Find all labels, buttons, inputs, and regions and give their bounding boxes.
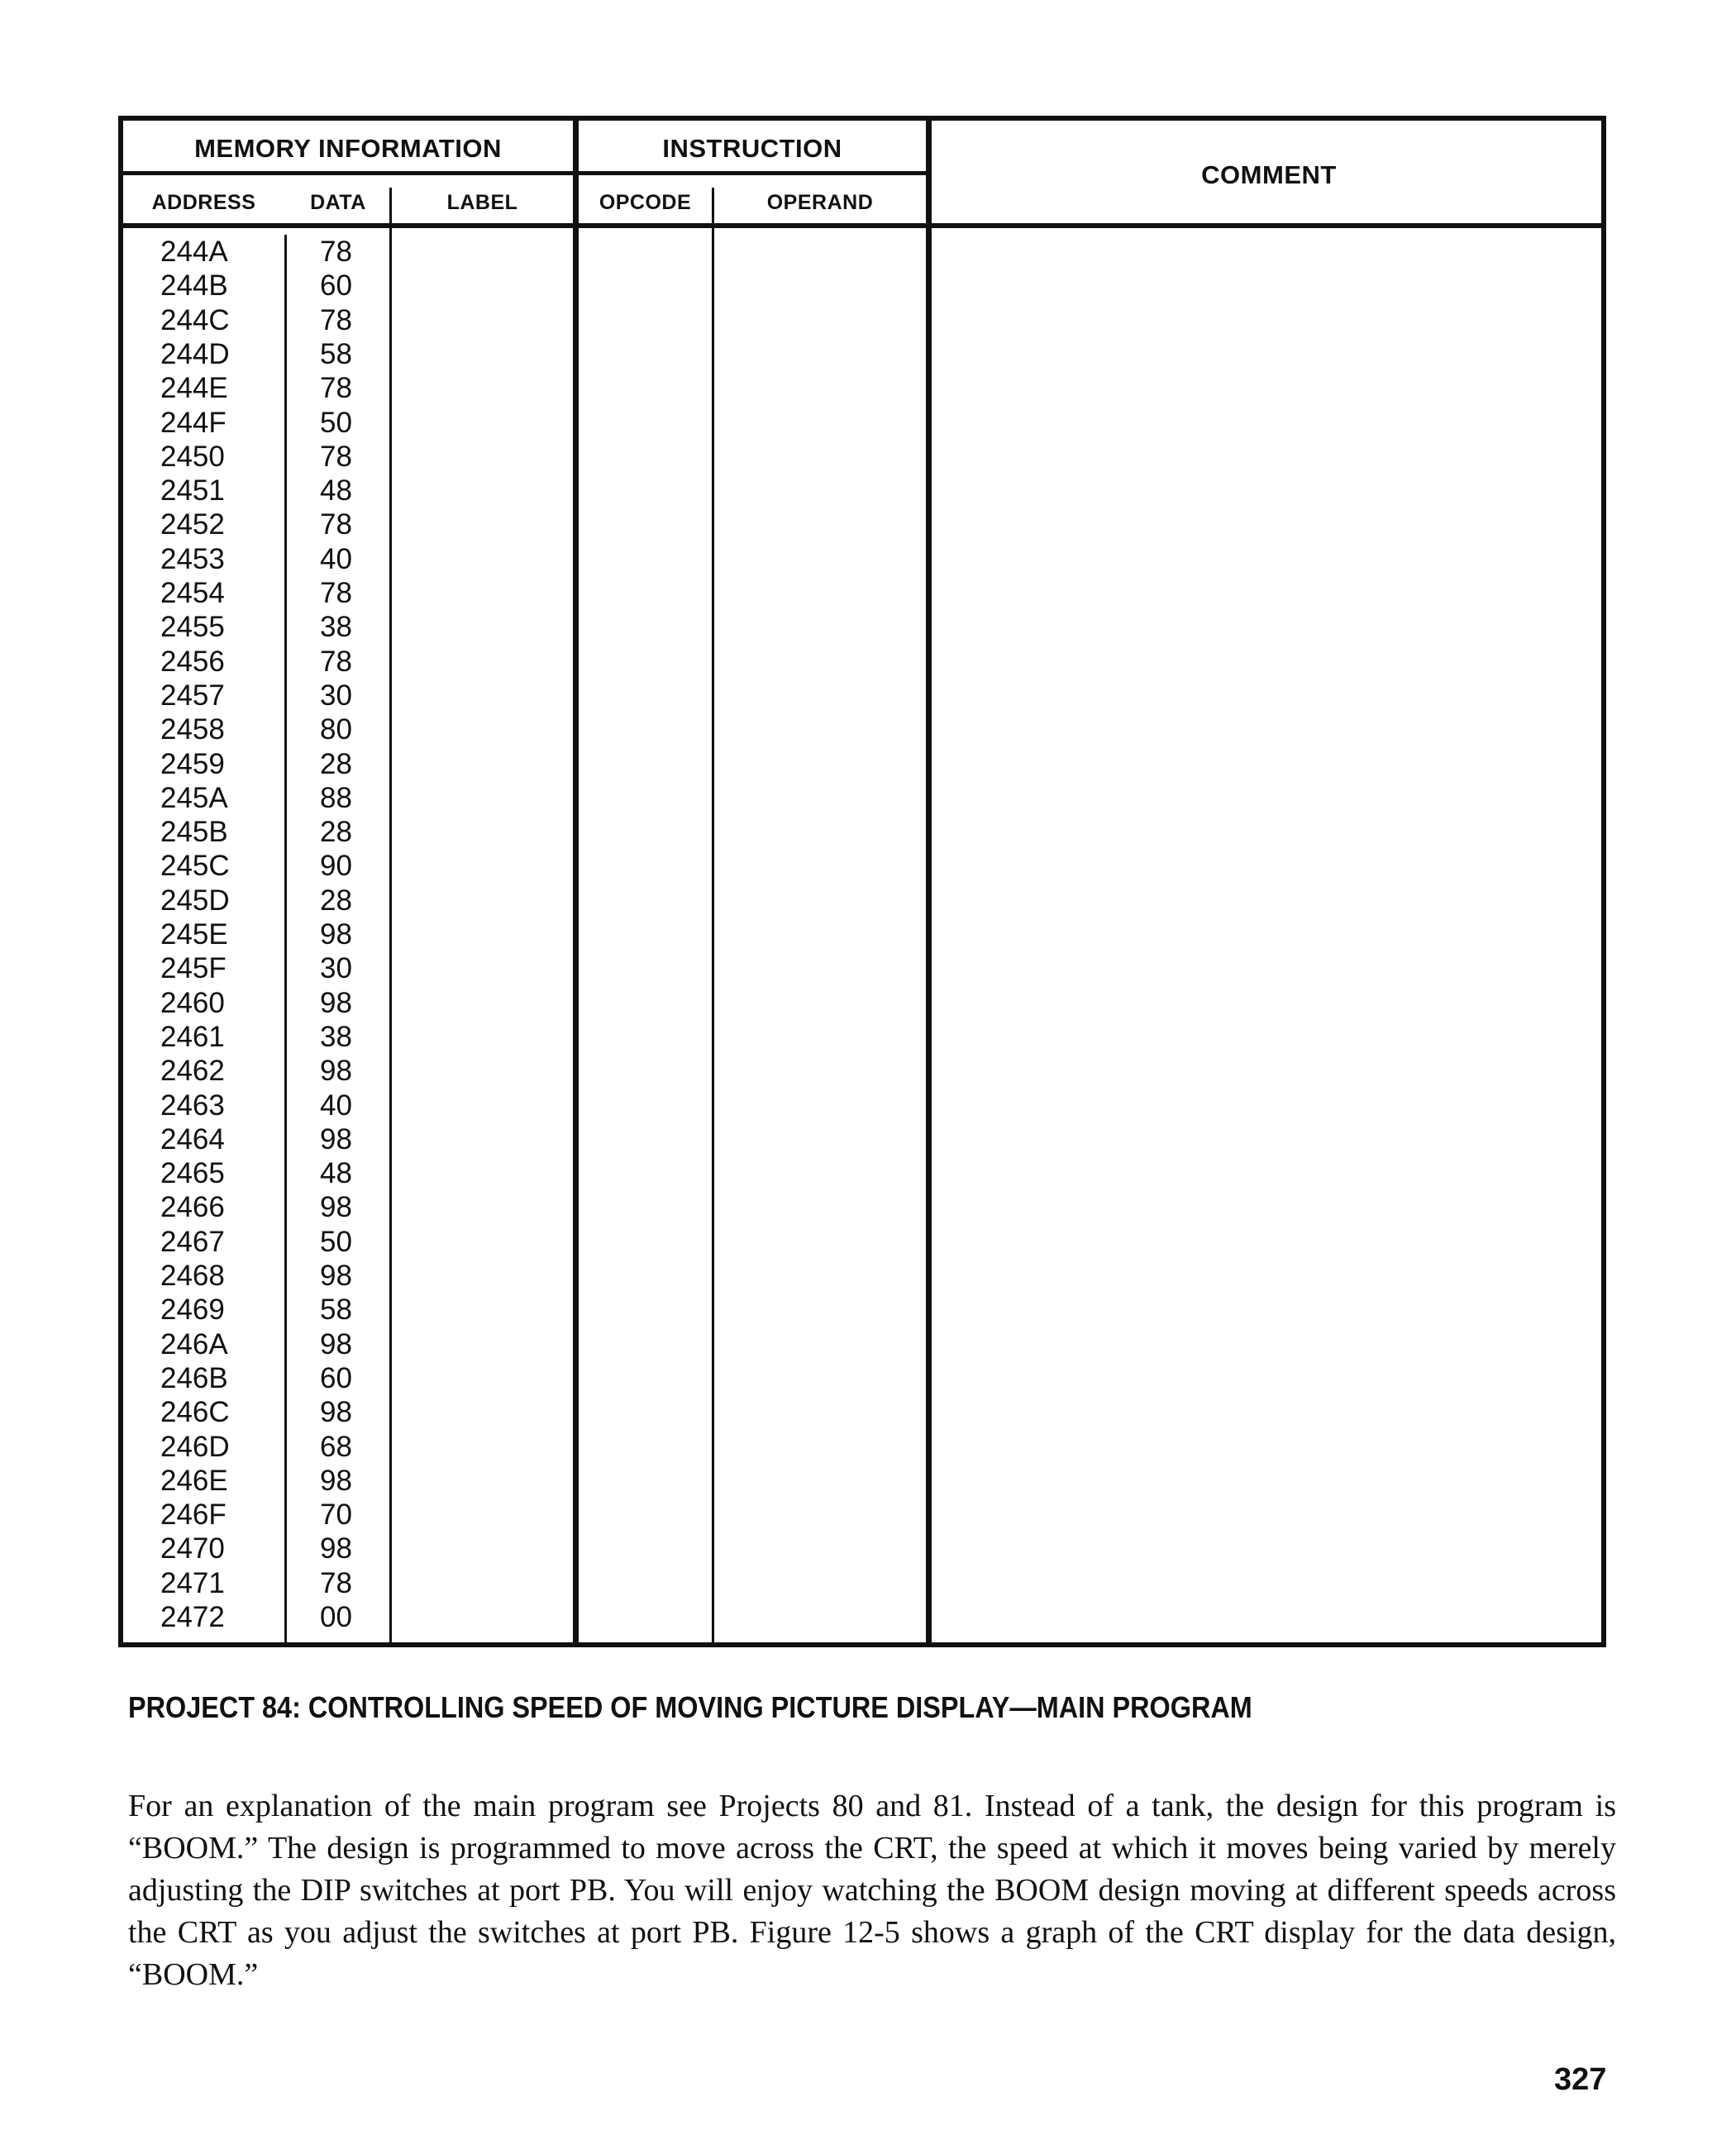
table-row xyxy=(123,712,1601,746)
data-cell: 98 xyxy=(320,1532,352,1565)
data-cell: 78 xyxy=(320,440,352,473)
instruction-header: INSTRUCTION xyxy=(662,134,842,163)
table-row xyxy=(123,1327,1601,1361)
table-row xyxy=(123,1464,1601,1498)
table-row xyxy=(123,747,1601,781)
table-row xyxy=(123,542,1601,576)
table-row xyxy=(123,1089,1601,1122)
table-row xyxy=(123,1122,1601,1156)
body-paragraph: For an explanation of the main program see Projects 80 and 81. Instead of a tank, the design for this program is “BOOM.” The design is programmed to move across the CRT, the speed at which it moves being varied by merely adjusting the DIP switches at port PB. You will enjoy watching the BOOM design moving at different speeds across the CRT as you adjust the switches at port PB. Figure 12-5 shows a graph of the CRT display for the data design, “BOOM.” xyxy=(128,1789,1616,1992)
table-row xyxy=(123,1361,1601,1395)
address-cell: 245D xyxy=(160,884,230,917)
table-row xyxy=(123,917,1601,951)
table-row xyxy=(123,815,1601,849)
data-cell: 28 xyxy=(320,816,352,849)
address-cell: 246D xyxy=(160,1430,230,1463)
address-cell: 244B xyxy=(160,269,228,303)
data-column-header: DATA xyxy=(310,191,366,214)
data-cell: 58 xyxy=(320,337,352,370)
data-cell: 98 xyxy=(320,1464,352,1497)
data-cell: 78 xyxy=(320,372,352,405)
data-cell: 78 xyxy=(320,1566,352,1599)
address-column-header: ADDRESS xyxy=(151,191,256,214)
data-cell: 00 xyxy=(320,1601,352,1633)
table-row xyxy=(123,951,1601,985)
address-cell: 2471 xyxy=(160,1566,225,1599)
table-row xyxy=(123,679,1601,712)
table-row xyxy=(123,1054,1601,1088)
data-cell: 40 xyxy=(320,1089,352,1122)
data-cell: 30 xyxy=(320,679,352,712)
memory-information-header: MEMORY INFORMATION xyxy=(194,134,502,163)
program-listing-table xyxy=(118,116,1606,1647)
data-cell: 58 xyxy=(320,1294,352,1327)
table-row xyxy=(123,645,1601,679)
data-cell: 98 xyxy=(320,1260,352,1292)
address-cell: 2454 xyxy=(160,577,225,609)
address-cell: 245F xyxy=(160,952,227,985)
operand-column-header: OPERAND xyxy=(766,191,874,214)
table-row xyxy=(123,474,1601,507)
address-cell: 2457 xyxy=(160,679,225,712)
divider-group-header xyxy=(123,171,929,175)
table-row xyxy=(123,1566,1601,1600)
data-cell: 98 xyxy=(320,1396,352,1429)
data-cell: 98 xyxy=(320,918,352,951)
data-cell: 38 xyxy=(320,611,352,644)
address-cell: 244D xyxy=(160,337,230,370)
data-cell: 98 xyxy=(320,1122,352,1156)
address-cell: 2455 xyxy=(160,611,225,644)
address-cell: 2465 xyxy=(160,1157,225,1190)
data-cell: 98 xyxy=(320,1055,352,1088)
data-cell: 38 xyxy=(320,1020,352,1053)
data-cell: 40 xyxy=(320,542,352,575)
address-cell: 2452 xyxy=(160,508,225,541)
data-cell: 98 xyxy=(320,1191,352,1224)
address-cell: 246E xyxy=(160,1464,228,1497)
data-cell: 88 xyxy=(320,781,352,814)
table-row xyxy=(123,610,1601,644)
comment-header: COMMENT xyxy=(1201,160,1337,189)
address-cell: 2466 xyxy=(160,1191,225,1224)
data-cell: 48 xyxy=(320,474,352,507)
project-title: PROJECT 84: CONTROLLING SPEED OF MOVING PICTURE DISPLAY—MAIN PROGRAM xyxy=(128,1690,1252,1724)
table-row xyxy=(123,507,1601,541)
table-row xyxy=(123,1293,1601,1327)
table-row xyxy=(123,1532,1601,1565)
address-cell: 244F xyxy=(160,406,227,439)
table-row xyxy=(123,269,1601,303)
data-cell: 48 xyxy=(320,1157,352,1190)
address-cell: 2463 xyxy=(160,1089,225,1122)
data-cell: 68 xyxy=(320,1430,352,1463)
address-cell: 246F xyxy=(160,1499,227,1532)
address-cell: 2464 xyxy=(160,1122,225,1156)
data-cell: 50 xyxy=(320,1225,352,1258)
table-row xyxy=(123,303,1601,337)
address-cell: 2458 xyxy=(160,713,225,746)
table-row xyxy=(123,1156,1601,1190)
divider-column-header xyxy=(123,223,1601,228)
table-row xyxy=(123,1259,1601,1293)
address-cell: 244E xyxy=(160,372,228,405)
address-cell: 2461 xyxy=(160,1020,225,1053)
table-row xyxy=(123,406,1601,440)
address-cell: 245A xyxy=(160,781,228,814)
table-row xyxy=(123,1190,1601,1224)
table-row xyxy=(123,1600,1601,1634)
address-cell: 2470 xyxy=(160,1532,225,1565)
address-cell: 246B xyxy=(160,1361,228,1394)
data-cell: 98 xyxy=(320,986,352,1019)
address-cell: 246C xyxy=(160,1396,230,1429)
page-number: 327 xyxy=(1554,2062,1607,2097)
address-cell: 2472 xyxy=(160,1601,225,1633)
address-cell: 2456 xyxy=(160,645,225,678)
data-cell: 78 xyxy=(320,577,352,609)
address-cell: 2459 xyxy=(160,747,225,780)
table-row xyxy=(123,1430,1601,1464)
address-cell: 2468 xyxy=(160,1260,225,1292)
table-row xyxy=(123,1020,1601,1054)
data-cell: 60 xyxy=(320,1361,352,1394)
table-row xyxy=(123,371,1601,405)
data-cell: 30 xyxy=(320,952,352,985)
address-cell: 2469 xyxy=(160,1294,225,1327)
address-cell: 2450 xyxy=(160,440,225,473)
table-row xyxy=(123,849,1601,883)
data-cell: 90 xyxy=(320,850,352,883)
address-cell: 245C xyxy=(160,850,230,883)
opcode-column-header: OPCODE xyxy=(599,191,692,214)
table-row xyxy=(123,884,1601,917)
table-row xyxy=(123,986,1601,1020)
table-row xyxy=(123,1395,1601,1429)
data-cell: 78 xyxy=(320,508,352,541)
table-row xyxy=(123,576,1601,610)
table-row xyxy=(123,235,1601,269)
address-cell: 2451 xyxy=(160,474,225,507)
address-cell: 2460 xyxy=(160,986,225,1019)
data-cell: 78 xyxy=(320,645,352,678)
data-cell: 70 xyxy=(320,1499,352,1532)
data-cell: 98 xyxy=(320,1327,352,1360)
data-cell: 28 xyxy=(320,747,352,780)
table-row xyxy=(123,337,1601,371)
address-cell: 2453 xyxy=(160,542,225,575)
data-cell: 50 xyxy=(320,406,352,439)
address-cell: 245B xyxy=(160,816,228,849)
label-column-header: LABEL xyxy=(446,191,518,214)
table-row xyxy=(123,440,1601,474)
address-cell: 2467 xyxy=(160,1225,225,1258)
address-cell: 245E xyxy=(160,918,228,951)
data-cell: 80 xyxy=(320,713,352,746)
data-cell: 60 xyxy=(320,269,352,303)
data-cell: 78 xyxy=(320,303,352,336)
data-cell: 28 xyxy=(320,884,352,917)
address-cell: 244C xyxy=(160,303,230,336)
data-cell: 78 xyxy=(320,236,352,268)
table-row xyxy=(123,1498,1601,1532)
address-cell: 2462 xyxy=(160,1055,225,1088)
address-cell: 246A xyxy=(160,1327,228,1360)
table-row xyxy=(123,1225,1601,1259)
address-cell: 244A xyxy=(160,236,228,268)
table-row xyxy=(123,781,1601,815)
